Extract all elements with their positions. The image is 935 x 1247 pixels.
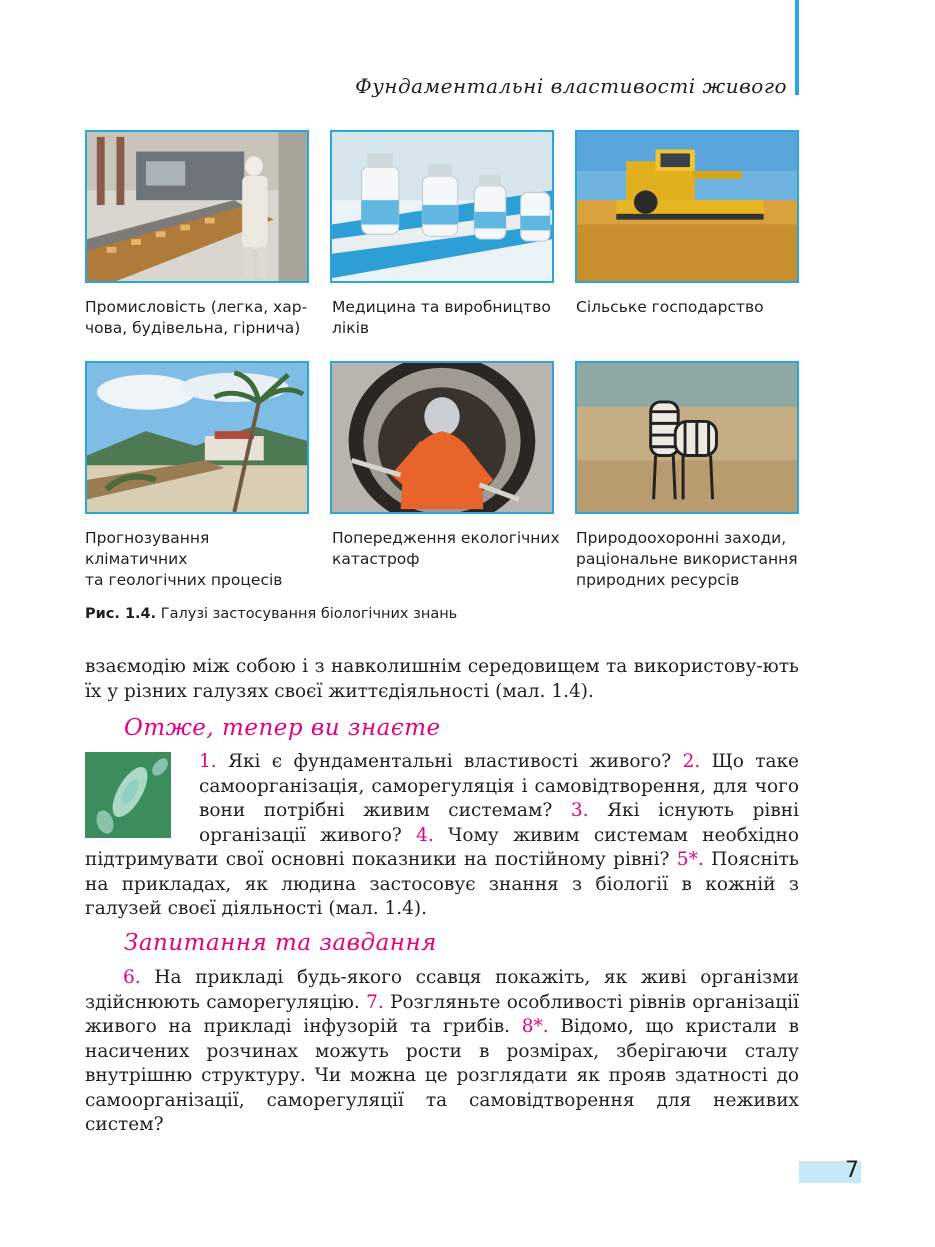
figure-image-ecology xyxy=(330,361,554,514)
header-accent-bar xyxy=(795,0,799,95)
figure-label-text: Галузі застосування біологічних знань xyxy=(156,606,458,622)
question-8-text: Відомо, що кристали в насичених розчинах можуть рости в розмірах, зберігаючи сталу внутрішню структуру. Чи можна це розглядати як прояв здатності до самоорганізації, саморегуляції та самовідтворення для неживих систем? xyxy=(85,1016,799,1135)
hurricane-damage-photo-icon xyxy=(87,363,307,512)
question-7-number: 7. xyxy=(366,991,384,1013)
page-number: 7 xyxy=(845,1158,859,1183)
question-5-text: Поясніть на прикладах, як людина застосовує знання з біології в кожній з галузей своєї діяльності (мал. 1.4). xyxy=(85,849,799,919)
combine-harvester-photo-icon xyxy=(577,132,797,281)
paramecium-icon xyxy=(85,752,171,838)
question-5-number: 5*. xyxy=(676,849,704,870)
hazmat-worker-photo-icon xyxy=(332,363,552,512)
figure-label xyxy=(85,606,457,622)
figure-image-climate xyxy=(85,361,309,514)
question-2-number: 2. xyxy=(682,751,701,772)
figure-image-agriculture xyxy=(575,130,799,283)
running-header: Фундаментальні властивості живого xyxy=(355,74,787,98)
question-1-number: 1. xyxy=(199,751,217,772)
tasks-paragraph xyxy=(85,966,799,1138)
figure-caption-climate: Прогнозування кліматичних та геологічних процесів xyxy=(85,529,283,589)
question-6-number: 6. xyxy=(123,967,141,988)
section-heading-summary: Отже, тепер ви знаєте xyxy=(124,715,441,741)
question-4-text: Чому живим системам необхідно підтримувати свої основні показники на постійному рівні? xyxy=(85,824,799,870)
figure-image-medicine xyxy=(330,130,554,283)
question-7-text: Розгляньте особливості рівнів організації живого на прикладі інфузорій та грибів. xyxy=(85,991,799,1037)
figure-number: Рис. 1.4. xyxy=(85,606,157,622)
medicine-vials-photo-icon xyxy=(332,132,552,281)
question-4-number: 4. xyxy=(416,824,434,846)
figure-image-industry xyxy=(85,130,309,283)
figure-caption-ecology: Попередження екологічних катастроф xyxy=(332,529,560,568)
figure-caption-agriculture: Сільське господарство xyxy=(576,298,764,316)
figure-caption-medicine: Медицина та виробництво ліків xyxy=(332,298,551,337)
section-heading-questions: Запитання та завдання xyxy=(124,930,437,956)
paramecium-thumbnail xyxy=(85,752,171,838)
summary-paragraph xyxy=(85,750,799,922)
factory-photo-icon xyxy=(87,132,307,281)
figure-caption-industry: Промисловість (легка, хар- чова, будівельна, гірнича) xyxy=(85,298,308,337)
question-6-text: На прикладі будь-якого ссавця покажіть, як живі організми здійснюють саморегуляцію. xyxy=(85,967,799,1013)
question-3-text: Які існують рівні організації живого? xyxy=(199,800,799,846)
question-3-number: 3. xyxy=(570,800,589,821)
question-2-text: Що таке самоорганізація, саморегуляція і самовідтворення, для чого вони потрібні живим системам? xyxy=(199,751,799,821)
question-1-text: Які є фундаментальні властивості живого? xyxy=(216,751,683,772)
figure-caption-conservation: Природоохоронні заходи, раціональне використання природних ресурсів xyxy=(576,529,798,589)
intro-paragraph: взаємодію між собою і з навколишнім середовищем та використову-ють їх у різних галузях своєї життєдіяльності (мал. 1.4). xyxy=(85,656,799,702)
figure-image-conservation xyxy=(575,361,799,514)
question-8-number: 8*. xyxy=(521,1016,549,1037)
zebras-photo-icon xyxy=(577,363,797,512)
